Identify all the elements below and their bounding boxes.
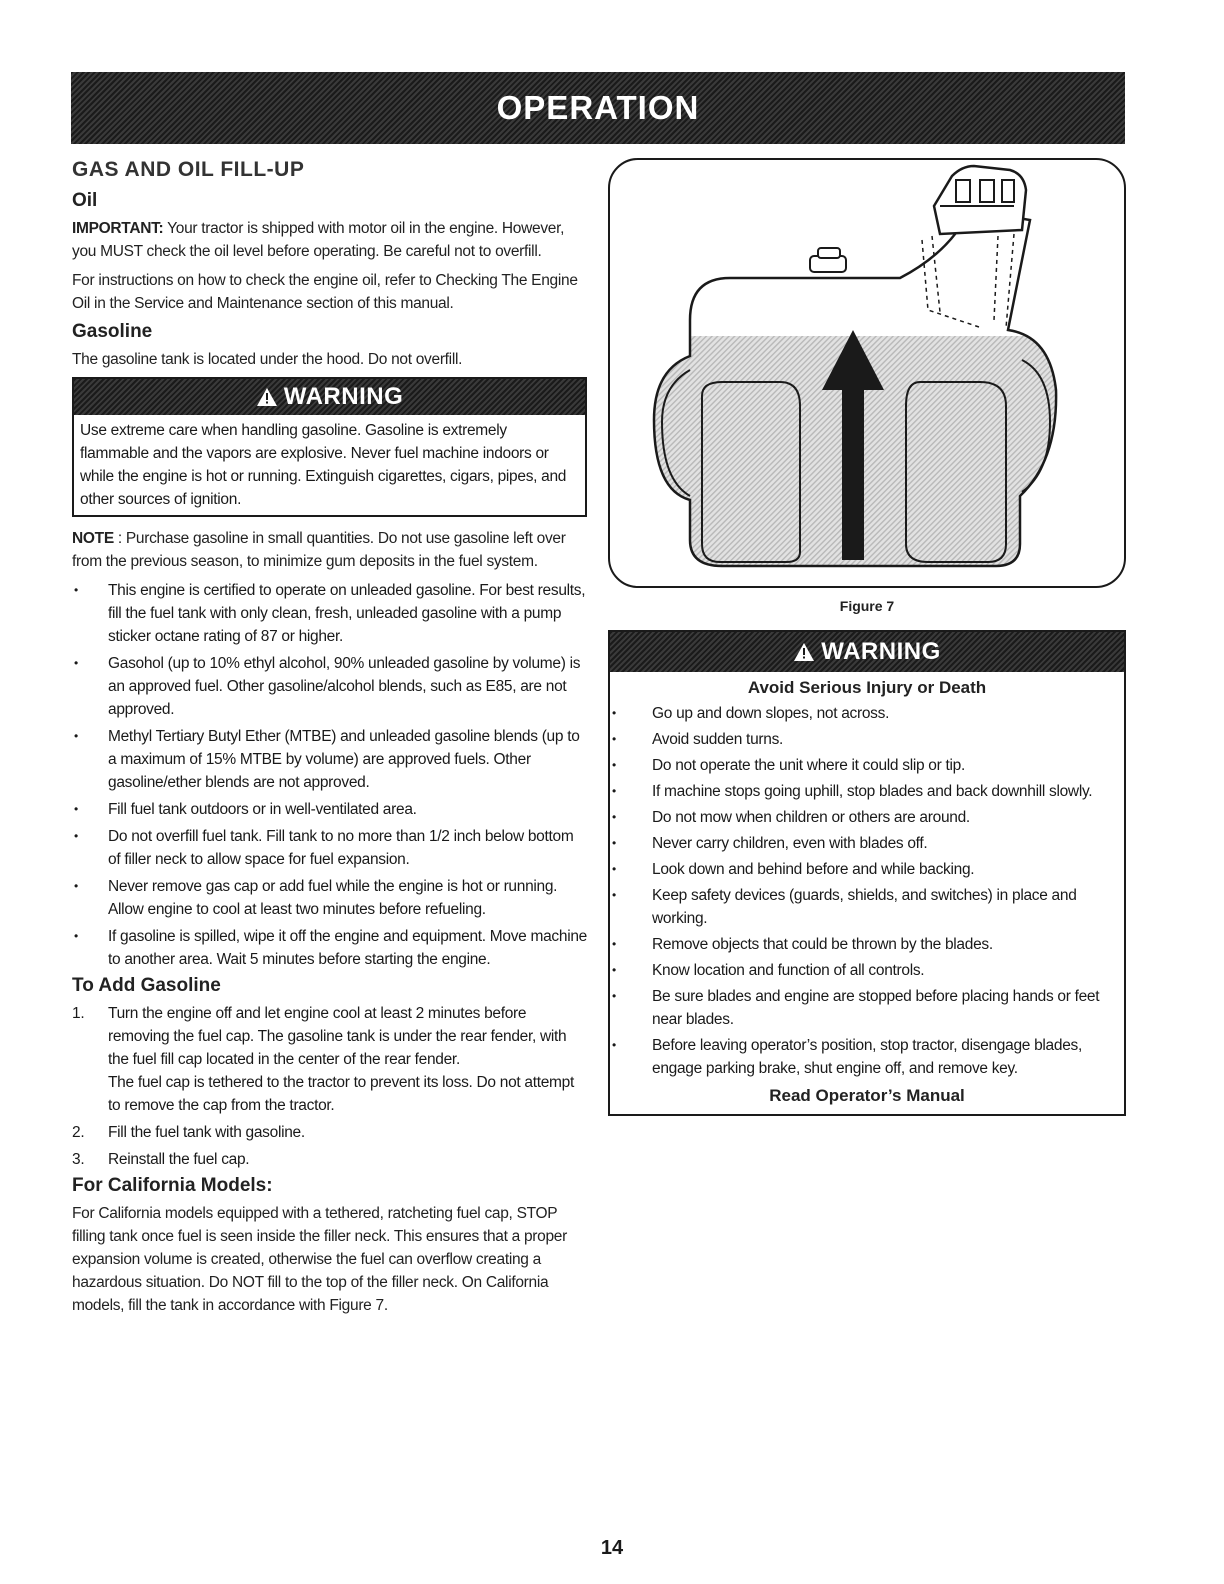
step-number: 2. — [72, 1124, 85, 1141]
left-column — [72, 158, 587, 1323]
gasoline-heading: Gasoline — [72, 321, 153, 342]
warning-triangle-icon — [256, 387, 278, 407]
list-item: • Fill fuel tank outdoors or in well-ventilated area. — [72, 798, 587, 821]
note-paragraph — [72, 527, 587, 573]
list-item: • Gasohol (up to 10% ethyl alcohol, 90% unleaded gasoline by volume) is an approved fuel. Other gasoline/alcohol blends, such as E85, are not approved. — [72, 652, 587, 721]
list-item: • Before leaving operator’s position, stop tractor, disengage blades, engage parking brake, shut engine off, and remove key. — [610, 1034, 1124, 1080]
page-number: 14 — [600, 1537, 624, 1559]
california-heading: For California Models: — [72, 1175, 273, 1196]
list-item: • Do not overfill fuel tank. Fill tank to no more than 1/2 inch below bottom of filler neck to allow space for fuel expansion. — [72, 825, 587, 871]
step-extra: The fuel cap is tethered to the tractor to prevent its loss. Do not attempt to remove the cap from the tractor. — [108, 1074, 575, 1114]
list-item: • Keep safety devices (guards, shields, and switches) in place and working. — [610, 884, 1124, 930]
oil-instructions: For instructions on how to check the engine oil, refer to Checking The Engine Oil in the Service and Maintenance section of this manual. — [72, 272, 578, 312]
warning-body: Use extreme care when handling gasoline. Gasoline is extremely flammable and the vapors are explosive. Never fuel machine indoors or while the engine is hot or running. Extinguish cigarettes, cigars, pipes, and other sources of ignition. — [80, 422, 567, 508]
gasoline-warning-box — [72, 377, 587, 517]
gasoline-text: The gasoline tank is located under the hood. Do not overfill. — [72, 351, 463, 368]
list-item: • Never remove gas cap or add fuel while the engine is hot or running. Allow engine to cool at least two minutes before refueling. — [72, 875, 587, 921]
important-text: Your tractor is shipped with motor oil in the engine. However, you MUST check the oil level before operating. Be careful not to overfill. — [72, 220, 565, 260]
section-banner — [71, 72, 1125, 144]
step-item — [72, 1002, 587, 1117]
section-title: GAS AND OIL FILL-UP — [72, 158, 305, 181]
list-item: • Do not operate the unit where it could slip or tip. — [610, 754, 1124, 777]
list-item: • Go up and down slopes, not across. — [610, 702, 1124, 725]
step-text: Reinstall the fuel cap. — [108, 1151, 250, 1168]
oil-important-paragraph — [72, 217, 587, 263]
list-item: • Be sure blades and engine are stopped before placing hands or feet near blades. — [610, 985, 1124, 1031]
list-item: • If gasoline is spilled, wipe it off the engine and equipment. Move machine to another area. Wait 5 minutes before starting the engine. — [72, 925, 587, 971]
list-item: • Remove objects that could be thrown by the blades. — [610, 933, 1124, 956]
list-item: • This engine is certified to operate on unleaded gasoline. For best results, fill the fuel tank with only clean, fresh, unleaded gasoline with a pump sticker octane rating of 87 or higher. — [72, 579, 587, 648]
banner-title: OPERATION — [496, 89, 700, 126]
fuel-tank-drawing — [610, 160, 1124, 586]
list-item: • Never carry children, even with blades off. — [610, 832, 1124, 855]
list-item: • Know location and function of all controls. — [610, 959, 1124, 982]
list-item: • Look down and behind before and while backing. — [610, 858, 1124, 881]
step-text: Fill the fuel tank with gasoline. — [108, 1124, 305, 1141]
figure-7-illustration — [608, 158, 1126, 588]
california-text: For California models equipped with a tethered, ratcheting fuel cap, STOP filling tank once fuel is seen inside the filler neck. This ensures that a proper expansion volume is created, otherwise the fuel can overflow creating a hazardous situation. Do NOT fill to the top of the filler neck. On California models, fill the tank in accordance with Figure 7. — [72, 1205, 567, 1314]
fuel-bullet-list — [72, 579, 587, 971]
step-item — [72, 1121, 587, 1144]
note-text: : Purchase gasoline in small quantities. Do not use gasoline left over from the previous season, to minimize gum deposits in the fuel system. — [72, 530, 566, 570]
list-item: • Do not mow when children or others are around. — [610, 806, 1124, 829]
warning-footer: Read Operator’s Manual — [769, 1086, 965, 1105]
add-gasoline-steps — [72, 1002, 587, 1171]
list-item: • Avoid sudden turns. — [610, 728, 1124, 751]
note-label: NOTE — [72, 530, 114, 547]
warning-subtitle: Avoid Serious Injury or Death — [747, 678, 987, 697]
add-gasoline-heading: To Add Gasoline — [72, 975, 221, 996]
list-item: • If machine stops going uphill, stop blades and back downhill slowly. — [610, 780, 1124, 803]
step-item — [72, 1148, 587, 1171]
warning-header — [74, 379, 585, 415]
important-label: IMPORTANT: — [72, 220, 164, 237]
safety-warning-box — [608, 630, 1126, 1116]
warning-triangle-icon — [793, 642, 815, 662]
step-text: Turn the engine off and let engine cool at least 2 minutes before removing the fuel cap. The gasoline tank is under the rear fender, with the fuel fill cap located in the center of the rear fender. — [108, 1005, 567, 1068]
fuel-cap — [922, 166, 1026, 328]
list-item: • Methyl Tertiary Butyl Ether (MTBE) and unleaded gasoline blends (up to a maximum of 15% MTBE by volume) are approved fuels. Other gasoline/ether blends are not approved. — [72, 725, 587, 794]
safety-bullet-list — [610, 702, 1124, 1080]
step-number: 1. — [72, 1005, 85, 1022]
warning-title: WARNING — [821, 638, 941, 665]
warning-title: WARNING — [283, 383, 404, 410]
vent-fitting — [810, 248, 846, 272]
figure-caption: Figure 7 — [839, 598, 895, 614]
step-number: 3. — [72, 1151, 85, 1168]
warning-header — [610, 632, 1124, 672]
oil-heading: Oil — [72, 190, 98, 211]
right-column — [608, 158, 1126, 1116]
